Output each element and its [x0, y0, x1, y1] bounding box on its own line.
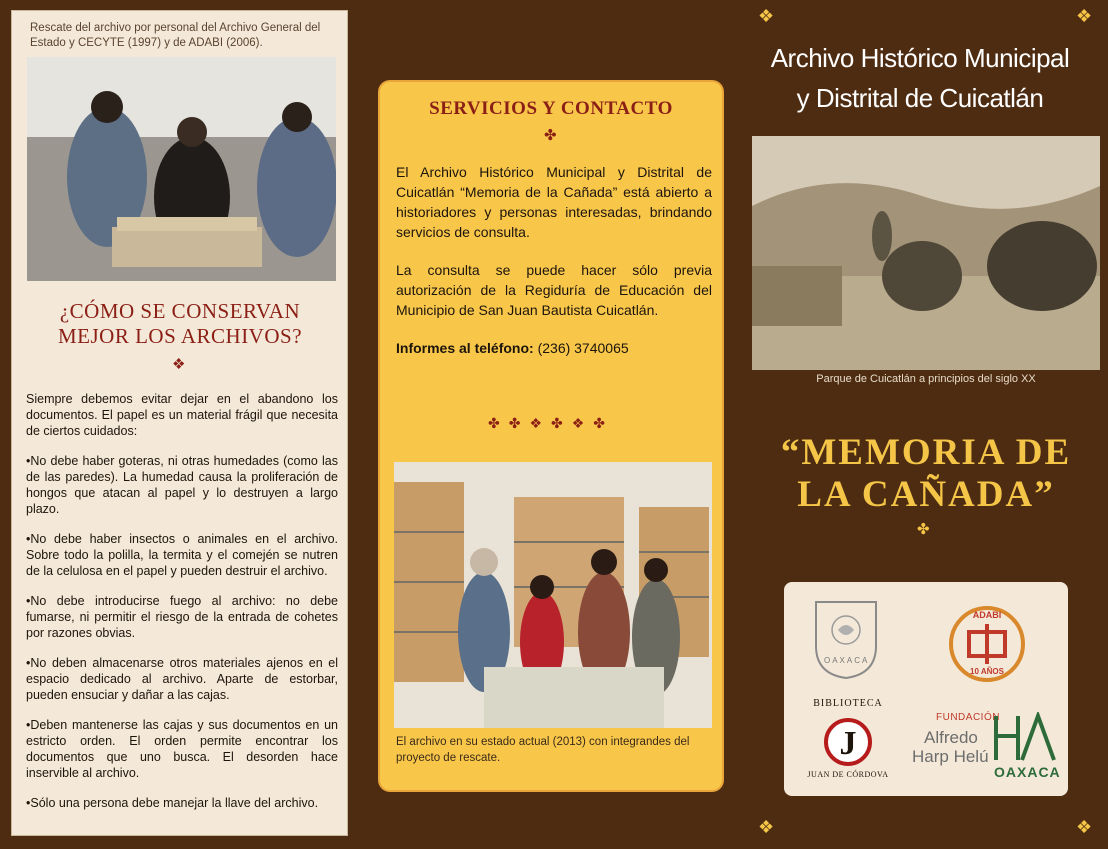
ornament-icon: ✤	[544, 127, 557, 144]
phone-line	[396, 338, 712, 358]
rescue-photo-illustration	[27, 57, 336, 281]
archive-photo-illustration	[394, 462, 712, 728]
ornament-icon: ✤	[917, 521, 930, 538]
corner-ornament-icon: ❖	[1076, 6, 1093, 26]
memoria-title-line2: LA CAÑADA”	[797, 474, 1055, 515]
rescue-photo	[27, 57, 336, 281]
rescue-photo-caption: Rescate del archivo por personal del Archivo General del Estado y CECYTE (1997) y de ADABI (2006).	[30, 22, 321, 49]
svg-text:J: J	[839, 725, 857, 762]
corner-ornament-icon: ❖	[758, 817, 775, 837]
oaxaca-seal-text: OAXACA	[824, 656, 870, 665]
conservation-paragraph: •Deben mantenerse las cajas y sus documentos en un estricto orden. El orden permite encontrar los documentos que uno busca. El desorden hace inservible al archivo.	[26, 718, 338, 780]
conservation-heading-line1: ¿CÓMO SE CONSERVAN	[59, 299, 301, 323]
oaxaca-seal-logo	[810, 596, 882, 680]
corner-ornament-icon: ❖	[758, 6, 775, 26]
adabi-subtext: 10 AÑOS	[970, 667, 1004, 676]
archive-photo	[394, 462, 712, 728]
historic-photo-caption: Parque de Cuicatlán a principios del siglo XX	[816, 373, 1036, 385]
conservation-paragraph: Siempre debemos evitar dejar en el abandono los documentos. El papel es un material frágil que necesita de ciertos cuidados:	[26, 392, 338, 438]
historic-park-photo	[752, 136, 1100, 370]
archive-photo-caption: El archivo en su estado actual (2013) con integrandes del proyecto de rescate.	[396, 736, 690, 764]
historic-park-illustration	[752, 136, 1100, 370]
adabi-logo	[947, 604, 1027, 684]
adabi-text: ADABI	[972, 610, 1002, 620]
biblioteca-top-text: BIBLIOTECA	[813, 698, 883, 709]
conservation-text	[26, 391, 338, 825]
biblioteca-logo	[806, 700, 890, 784]
fundacion-mark-icon	[992, 712, 1058, 762]
services-paragraph: La consulta se puede hacer sólo previa autorización de la Regiduría de Educación del Municipio de San Juan Bautista Cuicatlán.	[396, 262, 712, 318]
conservation-paragraph: •No debe haber goteras, ni otras humedades (como las de las paredes). La humedad causa la proliferación de hongos que atacan al papel y lo destruyen a largo plazo.	[26, 454, 338, 516]
conservation-paragraph: •No debe haber insectos o animales en el archivo. Sobre todo la polilla, la termita y el comején se nutren de la celulosa en el papel y pueden destruir el archivo.	[26, 532, 338, 578]
services-text	[396, 162, 712, 376]
archive-title	[752, 38, 1088, 118]
biblioteca-bottom-text: JUAN DE CÓRDOVA	[807, 770, 889, 779]
conservation-heading-line2: MEJOR LOS ARCHIVOS?	[57, 324, 303, 348]
services-paragraph: El Archivo Histórico Municipal y Distrital de Cuicatlán “Memoria de la Cañada” está abierto a historiadores y personas interesadas, brindando servicios de consulta.	[396, 164, 712, 240]
fundacion-name-line1: Alfredo	[924, 728, 978, 747]
left-panel	[11, 10, 348, 836]
fundacion-oaxaca-text: OAXACA	[994, 764, 1061, 780]
services-heading: SERVICIOS Y CONTACTO	[429, 98, 673, 119]
archive-title-line2: y Distrital de Cuicatlán	[796, 83, 1044, 113]
conservation-paragraph: •Sólo una persona debe manejar la llave del archivo.	[26, 796, 319, 810]
memoria-title	[752, 432, 1100, 516]
conservation-paragraph: •No deben almacenarse otros materiales ajenos en el espacio dedicado al archivo. Aparte de estorbar, pueden ensuciar y dañar a las cajas.	[26, 656, 338, 702]
phone-number: (236) 3740065	[537, 340, 629, 356]
sponsor-logos	[784, 582, 1068, 796]
ornament-row-icon: ✤✤❖✤❖✤	[487, 415, 615, 431]
fundacion-label: FUNDACIÓN	[936, 712, 1000, 723]
conservation-heading	[32, 299, 328, 349]
services-panel	[378, 80, 724, 792]
oaxaca-shield-icon	[810, 596, 882, 680]
conservation-paragraph: •No debe introducirse fuego al archivo: no debe fumarse, ni permitir el riesgo de la entrada de cohetes por razones obvias.	[26, 594, 338, 640]
corner-ornament-icon: ❖	[1076, 817, 1093, 837]
archive-title-line1: Archivo Histórico Municipal	[770, 43, 1070, 73]
fundacion-name-line2: Harp Helú	[912, 747, 989, 766]
memoria-title-line1: “MEMORIA DE	[780, 432, 1072, 473]
phone-label: Informes al teléfono:	[396, 340, 534, 356]
ornament-icon: ❖	[172, 356, 186, 373]
